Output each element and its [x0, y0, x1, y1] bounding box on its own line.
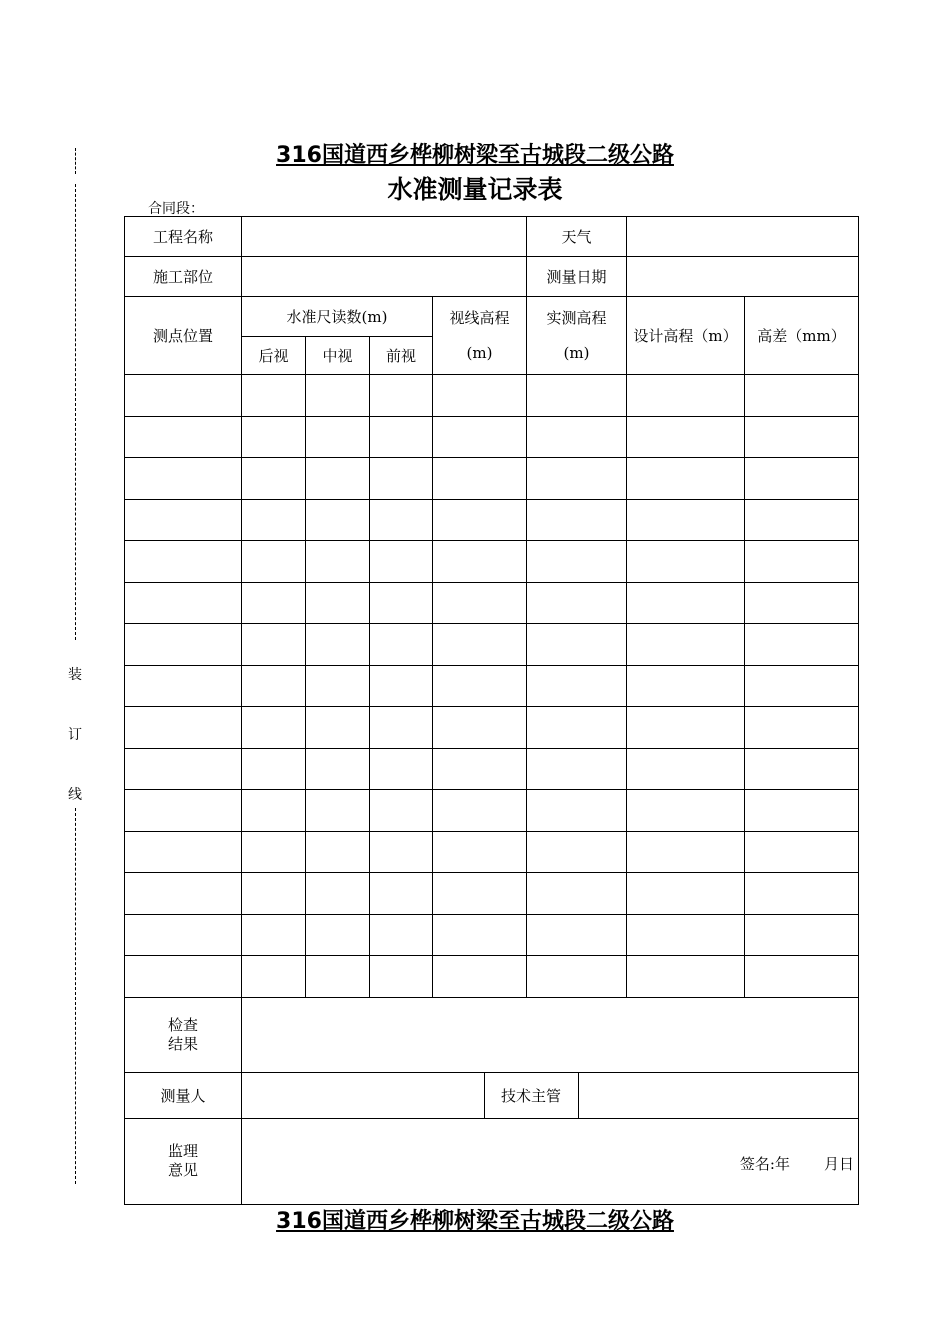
supervision-opinion-value[interactable]	[242, 1118, 859, 1204]
table-row	[125, 416, 859, 458]
cell-intermediate[interactable]	[306, 707, 370, 749]
table-row	[125, 873, 859, 915]
weather-value[interactable]	[627, 217, 859, 257]
signature-line	[740, 1153, 854, 1174]
cell-height-diff[interactable]	[745, 582, 859, 624]
binding-char-zhuang: 装	[68, 667, 82, 683]
cell-design-elev[interactable]	[627, 831, 745, 873]
check-result-label-line2: 结果	[167, 1034, 198, 1053]
cell-foresight[interactable]	[370, 748, 433, 790]
cell-sight-height[interactable]	[433, 914, 527, 956]
cell-intermediate[interactable]	[306, 665, 370, 707]
project-name-row	[125, 217, 859, 257]
surveyor-value[interactable]	[242, 1073, 484, 1118]
survey-date-value[interactable]	[627, 257, 859, 297]
cell-sight-height[interactable]	[433, 541, 527, 583]
cell-measured-elev[interactable]	[527, 416, 627, 458]
table-row	[125, 624, 859, 666]
check-result-label	[125, 997, 242, 1072]
cell-measured-elev[interactable]	[527, 458, 627, 500]
cell-sight-height[interactable]	[433, 748, 527, 790]
cell-station[interactable]	[125, 873, 242, 915]
table-row	[125, 707, 859, 749]
backsight-header: 后视	[242, 337, 306, 375]
cell-station[interactable]	[125, 790, 242, 832]
signature-month-day: 月日	[823, 1154, 854, 1173]
cell-backsight[interactable]	[242, 748, 306, 790]
supervision-label-line2: 意见	[167, 1161, 198, 1179]
check-result-row	[125, 997, 859, 1072]
binding-char-ding: 订	[68, 727, 82, 743]
cell-sight-height[interactable]	[433, 416, 527, 458]
cell-foresight[interactable]	[370, 790, 433, 832]
cell-height-diff[interactable]	[745, 458, 859, 500]
signature-label: 签名:年	[739, 1154, 790, 1173]
cell-height-diff[interactable]	[745, 956, 859, 998]
page-title-road: 316国道西乡桦柳树梁至古城段二级公路	[276, 143, 674, 168]
cell-foresight[interactable]	[370, 873, 433, 915]
cell-intermediate[interactable]	[306, 458, 370, 500]
cell-station[interactable]	[125, 707, 242, 749]
surveyor-subtable	[242, 1073, 858, 1118]
cell-backsight[interactable]	[242, 873, 306, 915]
binding-line-middle	[75, 184, 76, 640]
cell-station[interactable]	[125, 956, 242, 998]
cell-foresight[interactable]	[370, 914, 433, 956]
cell-design-elev[interactable]	[627, 458, 745, 500]
data-rows	[125, 375, 859, 998]
cell-design-elev[interactable]	[627, 956, 745, 998]
design-elev-header: 设计高程（m）	[627, 297, 745, 375]
cell-foresight[interactable]	[370, 541, 433, 583]
cell-height-diff[interactable]	[745, 914, 859, 956]
cell-foresight[interactable]	[370, 665, 433, 707]
check-result-value[interactable]	[242, 997, 859, 1072]
table-row	[125, 790, 859, 832]
cell-station[interactable]	[125, 582, 242, 624]
table-row	[125, 541, 859, 583]
surveyor-row	[125, 1072, 859, 1118]
cell-sight-height[interactable]	[433, 831, 527, 873]
cell-measured-elev[interactable]	[527, 541, 627, 583]
cell-intermediate[interactable]	[306, 873, 370, 915]
cell-height-diff[interactable]	[745, 748, 859, 790]
footer-title-road: 316国道西乡桦柳树梁至古城段二级公路	[276, 1209, 674, 1234]
cell-intermediate[interactable]	[306, 416, 370, 458]
sight-height-header	[433, 297, 527, 375]
measured-elev-unit: (m)	[563, 343, 590, 362]
contract-section-label: 合同段：	[148, 201, 204, 217]
cell-foresight[interactable]	[370, 582, 433, 624]
table-row	[125, 831, 859, 873]
sight-height-label: 视线高程	[449, 308, 510, 327]
measured-elev-label: 实测高程	[546, 308, 607, 327]
cell-measured-elev[interactable]	[527, 665, 627, 707]
cell-intermediate[interactable]	[306, 499, 370, 541]
cell-backsight[interactable]	[242, 914, 306, 956]
cell-backsight[interactable]	[242, 499, 306, 541]
cell-design-elev[interactable]	[627, 624, 745, 666]
cell-foresight[interactable]	[370, 956, 433, 998]
cell-sight-height[interactable]	[433, 624, 527, 666]
check-result-label-line1: 检查	[167, 1015, 198, 1034]
cell-backsight[interactable]	[242, 665, 306, 707]
cell-foresight[interactable]	[370, 831, 433, 873]
cell-height-diff[interactable]	[745, 624, 859, 666]
intermediate-header: 中视	[306, 337, 370, 375]
cell-sight-height[interactable]	[433, 582, 527, 624]
cell-station[interactable]	[125, 416, 242, 458]
height-diff-header: 高差（mm）	[745, 297, 859, 375]
cell-station[interactable]	[125, 748, 242, 790]
binding-char-xian: 线	[68, 787, 82, 803]
cell-station[interactable]	[125, 458, 242, 500]
station-header: 测点位置	[125, 297, 242, 375]
cell-intermediate[interactable]	[306, 748, 370, 790]
cell-sight-height[interactable]	[433, 499, 527, 541]
project-name-value[interactable]	[242, 217, 527, 257]
tech-supervisor-label: 技术主管	[484, 1073, 578, 1118]
cell-station[interactable]	[125, 624, 242, 666]
cell-design-elev[interactable]	[627, 665, 745, 707]
cell-backsight[interactable]	[242, 458, 306, 500]
cell-backsight[interactable]	[242, 831, 306, 873]
staff-reading-header: 水准尺读数(m)	[242, 297, 433, 337]
cell-sight-height[interactable]	[433, 375, 527, 417]
cell-sight-height[interactable]	[433, 665, 527, 707]
table-row	[125, 748, 859, 790]
cell-foresight[interactable]	[370, 458, 433, 500]
cell-foresight[interactable]	[370, 624, 433, 666]
cell-measured-elev[interactable]	[527, 790, 627, 832]
cell-intermediate[interactable]	[306, 914, 370, 956]
cell-height-diff[interactable]	[745, 790, 859, 832]
cell-design-elev[interactable]	[627, 541, 745, 583]
cell-sight-height[interactable]	[433, 790, 527, 832]
cell-station[interactable]	[125, 665, 242, 707]
cell-backsight[interactable]	[242, 624, 306, 666]
cell-measured-elev[interactable]	[527, 956, 627, 998]
header-row-1	[125, 297, 859, 337]
cell-backsight[interactable]	[242, 375, 306, 417]
supervision-label	[125, 1118, 242, 1204]
construction-part-value[interactable]	[242, 257, 527, 297]
cell-backsight[interactable]	[242, 416, 306, 458]
foresight-header: 前视	[370, 337, 433, 375]
cell-measured-elev[interactable]	[527, 873, 627, 915]
cell-backsight[interactable]	[242, 790, 306, 832]
cell-design-elev[interactable]	[627, 914, 745, 956]
cell-design-elev[interactable]	[627, 748, 745, 790]
cell-design-elev[interactable]	[627, 375, 745, 417]
cell-height-diff[interactable]	[745, 831, 859, 873]
cell-foresight[interactable]	[370, 499, 433, 541]
cell-height-diff[interactable]	[745, 873, 859, 915]
table-row	[125, 665, 859, 707]
cell-measured-elev[interactable]	[527, 499, 627, 541]
cell-backsight[interactable]	[242, 582, 306, 624]
leveling-record-table	[124, 216, 859, 1205]
cell-design-elev[interactable]	[627, 416, 745, 458]
construction-part-row	[125, 257, 859, 297]
cell-height-diff[interactable]	[745, 499, 859, 541]
table-row	[125, 956, 859, 998]
cell-station[interactable]	[125, 499, 242, 541]
cell-design-elev[interactable]	[627, 790, 745, 832]
construction-part-label: 施工部位	[125, 257, 242, 297]
weather-label: 天气	[527, 217, 627, 257]
cell-measured-elev[interactable]	[527, 707, 627, 749]
cell-measured-elev[interactable]	[527, 831, 627, 873]
cell-measured-elev[interactable]	[527, 914, 627, 956]
cell-measured-elev[interactable]	[527, 624, 627, 666]
cell-station[interactable]	[125, 375, 242, 417]
cell-sight-height[interactable]	[433, 458, 527, 500]
table-row	[125, 375, 859, 417]
cell-foresight[interactable]	[370, 707, 433, 749]
table-row	[125, 499, 859, 541]
cell-height-diff[interactable]	[745, 375, 859, 417]
cell-sight-height[interactable]	[433, 707, 527, 749]
cell-intermediate[interactable]	[306, 790, 370, 832]
supervision-row	[125, 1118, 859, 1204]
cell-height-diff[interactable]	[745, 665, 859, 707]
cell-measured-elev[interactable]	[527, 582, 627, 624]
project-name-label: 工程名称	[125, 217, 242, 257]
cell-design-elev[interactable]	[627, 582, 745, 624]
cell-station[interactable]	[125, 541, 242, 583]
cell-foresight[interactable]	[370, 416, 433, 458]
cell-backsight[interactable]	[242, 956, 306, 998]
cell-height-diff[interactable]	[745, 541, 859, 583]
surveyor-label: 测量人	[125, 1072, 242, 1118]
cell-intermediate[interactable]	[306, 541, 370, 583]
table-row	[125, 914, 859, 956]
cell-station[interactable]	[125, 914, 242, 956]
cell-station[interactable]	[125, 831, 242, 873]
cell-height-diff[interactable]	[745, 416, 859, 458]
surveyor-row-inner	[242, 1072, 859, 1118]
table-row	[125, 582, 859, 624]
sight-height-unit: (m)	[466, 343, 493, 362]
cell-intermediate[interactable]	[306, 375, 370, 417]
cell-design-elev[interactable]	[627, 707, 745, 749]
tech-supervisor-value[interactable]	[578, 1073, 858, 1118]
page-title-form: 水准测量记录表	[387, 175, 563, 204]
cell-foresight[interactable]	[370, 375, 433, 417]
cell-height-diff[interactable]	[745, 707, 859, 749]
binding-line-bottom	[75, 808, 76, 1184]
cell-sight-height[interactable]	[433, 956, 527, 998]
cell-design-elev[interactable]	[627, 499, 745, 541]
cell-backsight[interactable]	[242, 707, 306, 749]
cell-design-elev[interactable]	[627, 873, 745, 915]
cell-sight-height[interactable]	[433, 873, 527, 915]
supervision-label-line1: 监理	[167, 1142, 198, 1160]
table-row	[125, 458, 859, 500]
cell-measured-elev[interactable]	[527, 375, 627, 417]
survey-date-label: 测量日期	[527, 257, 627, 297]
cell-measured-elev[interactable]	[527, 748, 627, 790]
cell-backsight[interactable]	[242, 541, 306, 583]
cell-intermediate[interactable]	[306, 831, 370, 873]
cell-intermediate[interactable]	[306, 624, 370, 666]
measured-elev-header	[527, 297, 627, 375]
cell-intermediate[interactable]	[306, 956, 370, 998]
cell-intermediate[interactable]	[306, 582, 370, 624]
